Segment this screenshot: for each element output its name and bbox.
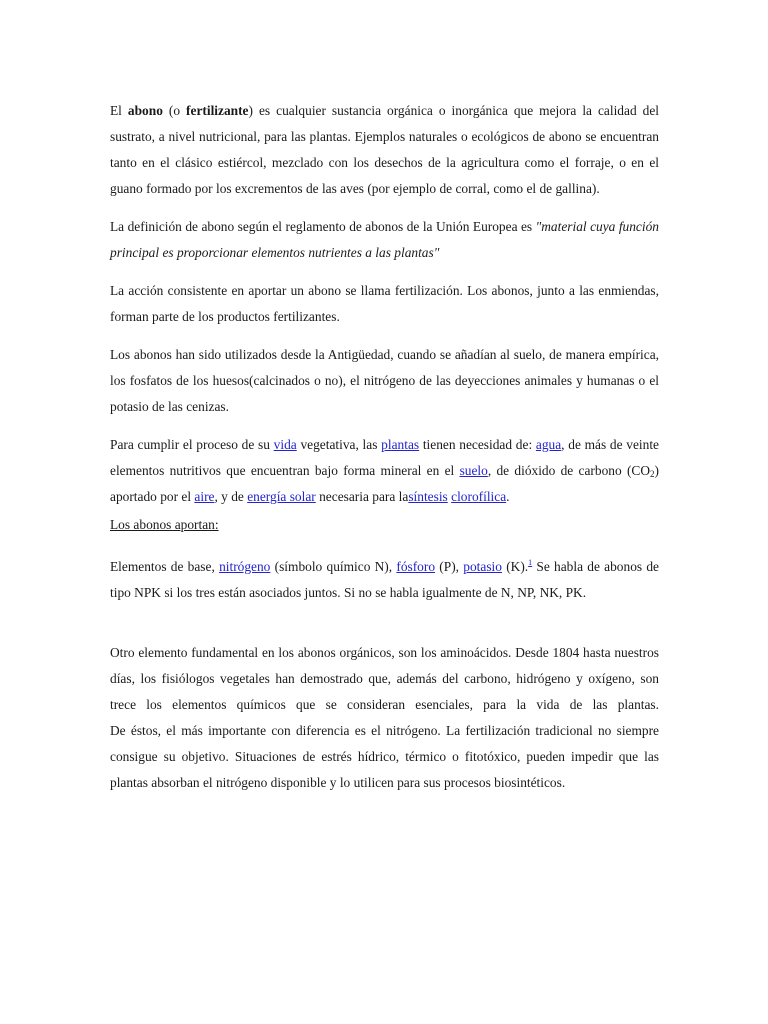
text-run: (o — [162, 103, 187, 118]
section-heading — [110, 512, 659, 538]
text-run: . — [506, 489, 510, 504]
text-run: Se habla de abonos de tipo NPK si los tres están asociados juntos. Si no se habla igualmente de N, NP, NK, PK. — [110, 559, 659, 600]
text-run: , de dióxido de carbono (CO — [487, 463, 651, 478]
paragraph-nitrogeno: De éstos, el más importante con diferencia es el nitrógeno. La fertilización tradicional no siempre consigue su objetivo. Situaciones de estrés hídrico, térmico o fitotóxico, pueden impedir que las plantas absorban el nitrógeno disponible y lo utilicen para sus procesos biosintéticos. — [110, 723, 659, 790]
term-fertilizante: fertilizante — [186, 103, 249, 118]
text-run: , y de — [214, 489, 248, 504]
text-run: La definición de abono según el reglamento de abonos de la Unión Europea es — [110, 219, 536, 234]
subscript-2: 2 — [650, 469, 655, 479]
heading-text: Los abonos aportan: — [110, 517, 219, 532]
paragraph-proceso-vegetativo — [110, 432, 659, 510]
text-run: ) es cualquier sustancia orgánica o inorgánica que mejora la calidad del sustrato, a nivel nutricional, para las plantas. Ejemplos naturales o ecológicos de abono se encuentran tanto en el clásico estiércol, mezclado con los desechos de la agricultura como el forraje, o en el guano formado por los excrementos de las aves (por ejemplo de corral, como el de gallina). — [110, 103, 660, 196]
link-potasio[interactable]: potasio — [463, 559, 502, 574]
link-suelo[interactable]: suelo — [459, 463, 488, 478]
link-agua[interactable]: agua — [535, 437, 562, 452]
link-aire[interactable]: aire — [194, 489, 215, 504]
eu-quote: "material cuya función principal es proporcionar elementos nutrientes a las plantas" — [110, 219, 659, 260]
paragraph-antiguedad: Los abonos han sido utilizados desde la Antigüedad, cuando se añadían al suelo, de manera empírica, los fosfatos de los huesos(calcinados o no), el nitrógeno de las deyecciones animales y humanas o el potasio de las cenizas. — [110, 347, 659, 414]
paragraph-fertilizacion: La acción consistente en aportar un abono se llama fertilización. Los abonos, junto a las enmiendas, forman parte de los productos fertilizantes. — [110, 283, 659, 324]
text-run: tienen necesidad de: — [419, 437, 536, 452]
link-sintesis[interactable]: síntesis — [408, 489, 448, 504]
paragraph-definition — [110, 98, 659, 202]
text-run: ) aportado por el — [110, 463, 659, 504]
link-plantas[interactable]: plantas — [381, 437, 420, 452]
text-run: (P), — [435, 559, 464, 574]
link-energia-solar[interactable]: energía solar — [247, 489, 316, 504]
link-vida[interactable]: vida — [273, 437, 297, 452]
footnote-link[interactable]: 1 — [528, 558, 533, 567]
paragraph-eu-definition — [110, 214, 659, 266]
document-page — [110, 98, 659, 796]
link-nitrogeno[interactable]: nitrógeno — [219, 559, 271, 574]
paragraph-elementos-base — [110, 554, 659, 606]
text-run: (K). — [501, 559, 529, 574]
text-run: , de más de veinte elementos nutritivos que encuentran bajo forma mineral en el — [110, 437, 659, 478]
text-run: (símbolo químico N), — [270, 559, 397, 574]
text-run: vegetativa, las — [296, 437, 382, 452]
text-run: necesaria para la — [315, 489, 409, 504]
link-clorofilica[interactable]: clorofílica — [451, 489, 507, 504]
term-abono: abono — [127, 103, 163, 118]
link-fosforo[interactable]: fósforo — [396, 559, 436, 574]
text-run: Para cumplir el proceso de su — [110, 437, 274, 452]
text-run: El — [110, 103, 128, 118]
text-run: Elementos de base, — [110, 559, 220, 574]
paragraph-aminoacidos: Otro elemento fundamental en los abonos orgánicos, son los aminoácidos. Desde 1804 hasta nuestros días, los fisiólogos vegetales han demostrado que, además del carbono, hidrógeno y oxígeno, son trece los elementos químicos que se consideran esenciales, para la vida de las plantas. — [110, 645, 659, 712]
